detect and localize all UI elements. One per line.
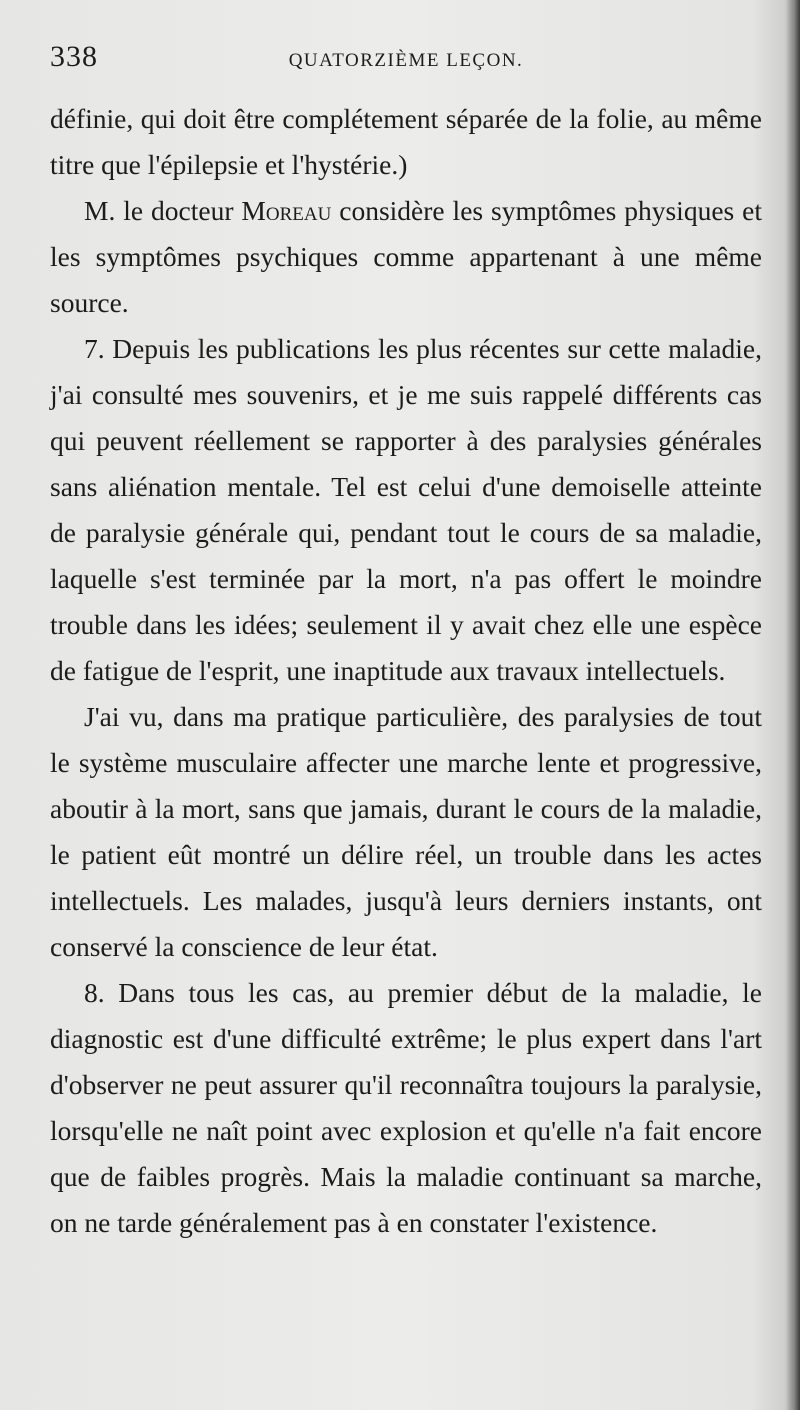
paragraph-moreau-post: considère les symptômes physiques et les symptômes psychiques comme appartenant à une même source. bbox=[50, 195, 762, 318]
running-title: QUATORZIÈME LEÇON. bbox=[288, 50, 524, 71]
page-spine-shadow bbox=[786, 0, 800, 1410]
paragraph-moreau bbox=[50, 188, 762, 326]
body-text bbox=[50, 96, 762, 1246]
paragraph-moreau-pre: M. le docteur bbox=[84, 195, 242, 226]
paragraph-section-7: 7. Depuis les publications les plus récentes sur cette maladie, j'ai consulté mes souvenirs, et je me suis rappelé différents cas qui peuvent réellement se rapporter à des paralysies générales sans aliénation mentale. Tel est celui d'une demoiselle atteinte de paralysie générale qui, pendant tout le cours de sa maladie, laquelle s'est terminée par la mort, n'a pas offert le moindre trouble dans les idées; seulement il y avait chez elle une espèce de fatigue de l'esprit, une inaptitude aux travaux intellectuels. bbox=[50, 333, 762, 686]
paragraph-section-8: 8. Dans tous les cas, au premier début de la maladie, le diagnostic est d'une difficulté extrême; le plus expert dans l'art d'observer ne peut assurer qu'il reconnaîtra toujours la paralysie, lorsqu'elle ne naît point avec explosion et qu'elle n'a fait encore que de faibles progrès. Mais la maladie continuant sa marche, on ne tarde généralement pas à en constater l'existence. bbox=[50, 977, 762, 1238]
page-header bbox=[50, 40, 762, 80]
paragraph-continuation: définie, qui doit être complétement séparée de la folie, au même titre que l'épilepsie et l'hystérie.) bbox=[50, 103, 762, 180]
page-number: 338 bbox=[50, 40, 98, 73]
author-name-moreau: Moreau bbox=[241, 195, 332, 226]
paragraph-practice: J'ai vu, dans ma pratique particulière, des paralysies de tout le système musculaire affecter une marche lente et progressive, aboutir à la mort, sans que jamais, durant le cours de la maladie, le patient eût montré un délire réel, un trouble dans les actes intellectuels. Les malades, jusqu'à leurs derniers instants, ont conservé la conscience de leur état. bbox=[50, 701, 762, 962]
